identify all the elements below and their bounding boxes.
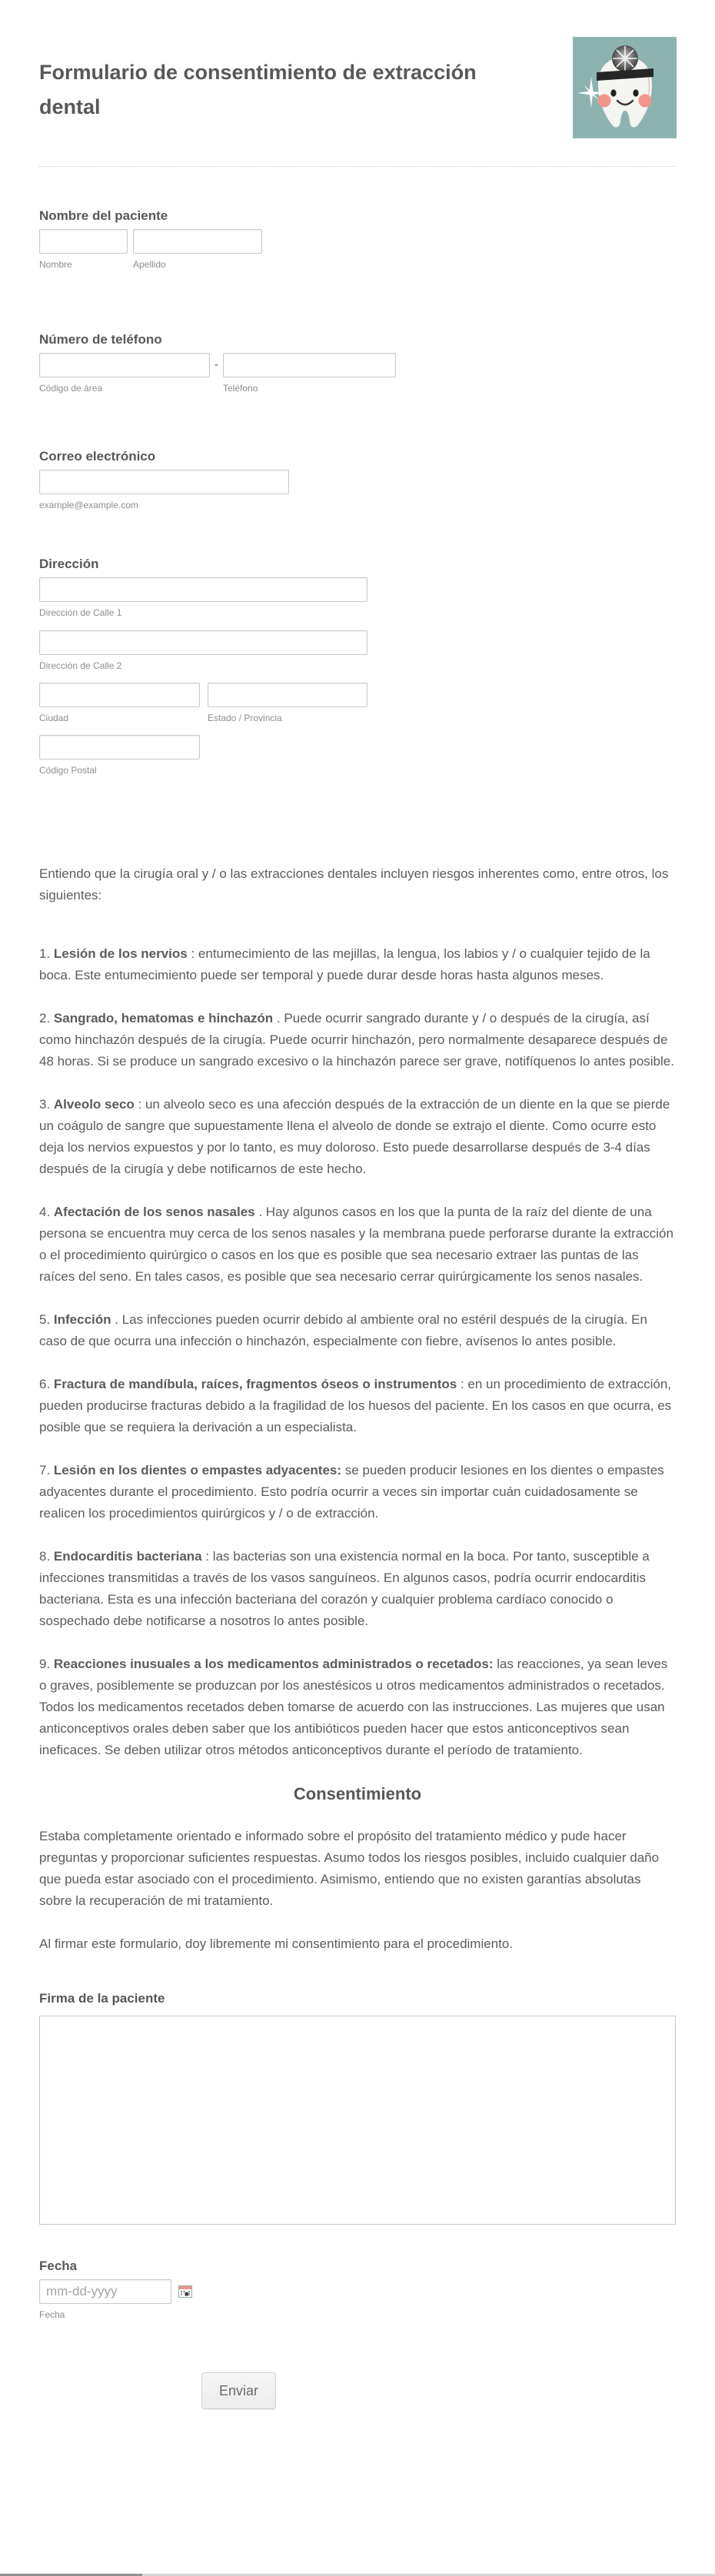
area-code-input[interactable] xyxy=(39,353,210,377)
phone-separator: - xyxy=(214,358,218,371)
signature-pad[interactable] xyxy=(39,2016,676,2225)
question-email xyxy=(39,447,715,511)
phone-label: Número de teléfono xyxy=(39,332,162,347)
signature-label: Firma de la paciente xyxy=(39,1991,165,2006)
address-label: Dirección xyxy=(39,557,99,571)
question-patient-name xyxy=(39,207,715,271)
page-title: Formulario de consentimiento de extracción dental xyxy=(39,61,477,118)
phone-number-input[interactable] xyxy=(223,353,396,377)
patient-name-label: Nombre del paciente xyxy=(39,208,168,223)
question-date xyxy=(39,2257,715,2321)
last-name-input[interactable] xyxy=(133,229,262,254)
city-input[interactable] xyxy=(39,683,200,707)
email-sublabel: example@example.com xyxy=(39,500,138,510)
risk-item: 4. Afectación de los senos nasales . Hay algunos casos en los que la punta de la raíz del diente de una persona se encuentra muy cerca de los senos nasales y la membrana puede perforarse durante la extracción o el procedimiento quirúrgico o casos en los que es posible que sea necesario extraer las puntas de las raíces del seno. En tales casos, es posible que sea necesario cerrar quirúrgicamente los senos nasales. xyxy=(39,1205,673,1284)
date-label: Fecha xyxy=(39,2259,78,2273)
consent-heading: Consentimiento xyxy=(293,1784,422,1803)
calendar-button[interactable] xyxy=(178,2285,192,2298)
consent-paragraph: Al firmar este formulario, doy libremente mi consentimiento para el procedimiento. xyxy=(39,1936,514,1951)
risk-item: 9. Reacciones inusuales a los medicamentos administrados o recetados: las reacciones, ya sean leves o graves, posiblemente se produzcan por los anestésicos u otros medicamentos administrados o recetados. Todos los medicamentos recetados deben tomarse de acuerdo con las instrucciones. Las mujeres que usan anticonceptivos orales deben saber que los antibióticos pueden hacer que estos anticonceptivos sean ineficaces. Se deben utilizar otros métodos anticonceptivos durante el período de tratamiento. xyxy=(39,1657,668,1757)
risk-list xyxy=(39,943,715,1761)
tooth-logo xyxy=(573,37,677,138)
street1-sublabel: Dirección de Calle 1 xyxy=(39,607,122,618)
city-sublabel: Ciudad xyxy=(39,713,69,723)
street2-input[interactable] xyxy=(39,630,367,655)
risk-item: 8. Endocarditis bacteriana : las bacterias son una existencia normal en la boca. Por tanto, susceptible a infecciones transmitidas a través de los vasos sanguíneos. En algunos casos, podría ocurrir endocarditis bacteriana. Esta es una infección bacteriana del corazón y cualquier problema cardíaco conocido o sospechado debe notificarse a nosotros lo antes posible. xyxy=(39,1549,650,1628)
zip-input[interactable] xyxy=(39,735,200,760)
email-input[interactable] xyxy=(39,470,289,494)
risk-item: 2. Sangrado, hematomas e hinchazón . Puede ocurrir sangrado durante y / o después de la cirugía, así como hinchazón después de la cirugía. Puede ocurrir hinchazón, pero normalmente desaparece después de 48 horas. Si se produce un sangrado excesivo o la hinchazón parece ser grave, notifíquenos lo antes posible. xyxy=(39,1011,674,1069)
question-signature xyxy=(39,1989,715,2225)
date-input[interactable] xyxy=(39,2279,171,2304)
area-code-sublabel: Código de área xyxy=(39,383,103,394)
last-name-sublabel: Apellido xyxy=(133,259,166,270)
state-input[interactable] xyxy=(208,683,367,707)
email-label: Correo electrónico xyxy=(39,449,156,464)
risk-item: 5. Infección . Las infecciones pueden ocurrir debido al ambiente oral no estéril después de la cirugía. En caso de que ocurra una infección o hinchazón, especialmente con fiebre, avísenos lo antes posible. xyxy=(39,1312,647,1348)
zip-sublabel: Código Postal xyxy=(39,765,97,776)
date-sublabel: Fecha xyxy=(39,2309,65,2320)
submit-button[interactable]: Enviar xyxy=(201,2372,276,2409)
first-name-input[interactable] xyxy=(39,229,128,254)
calendar-icon xyxy=(178,2285,192,2298)
phone-number-sublabel: Teléfono xyxy=(223,383,258,394)
question-phone xyxy=(39,331,715,394)
consent-intro: Entiendo que la cirugía oral y / o las extracciones dentales incluyen riesgos inherentes como, entre otros, los siguientes: xyxy=(39,866,669,902)
risk-item: 1. Lesión de los nervios : entumecimiento de las mejillas, la lengua, los labios y / o cualquier tejido de la boca. Este entumecimiento puede ser temporal y puede durar desde horas hasta algunos meses. xyxy=(39,946,650,982)
question-address xyxy=(39,555,715,776)
street2-sublabel: Dirección de Calle 2 xyxy=(39,660,122,671)
risk-item: 7. Lesión en los dientes o empastes adyacentes: se pueden producir lesiones en los dientes o empastes adyacentes durante el procedimiento. Esto podría ocurrir a veces sin importar cuán cuidadosamente se realicen los procedimientos quirúrgicos y / o de extracción. xyxy=(39,1463,664,1521)
first-name-sublabel: Nombre xyxy=(39,259,72,270)
street1-input[interactable] xyxy=(39,577,367,602)
consent-text-section xyxy=(39,863,715,1955)
state-sublabel: Estado / Provincia xyxy=(208,713,282,723)
risk-item: 3. Alveolo seco : un alveolo seco es una afección después de la extracción de un diente en la que se pierde un coágulo de sangre que supuestamente llena el alveolo de donde se extrajo el diente. Como ocurre esto deja los nervios expuestos y por lo tanto, es muy doloroso. Esto puede desarrollarse después de 3-4 días después de la cirugía y debe notificarnos de este hecho. xyxy=(39,1097,670,1176)
header-divider xyxy=(39,166,676,167)
risk-item: 6. Fractura de mandíbula, raíces, fragmentos óseos o instrumentos : en un procedimiento de extracción, pueden producirse fracturas debido a la fragilidad de los huesos del paciente. En los casos en que ocurra, es posible que se requiera la derivación a un especialista. xyxy=(39,1377,672,1434)
consent-paragraph: Estaba completamente orientado e informado sobre el propósito del tratamiento médico y pude hacer preguntas y proporcionar suficientes respuestas. Asumo todos los riesgos posibles, incluido cualquier daño que pueda estar asociado con el procedimiento. Asimismo, entiendo que no existen garantías absolutas sobre la recuperación de mi tratamiento. xyxy=(39,1829,660,1908)
